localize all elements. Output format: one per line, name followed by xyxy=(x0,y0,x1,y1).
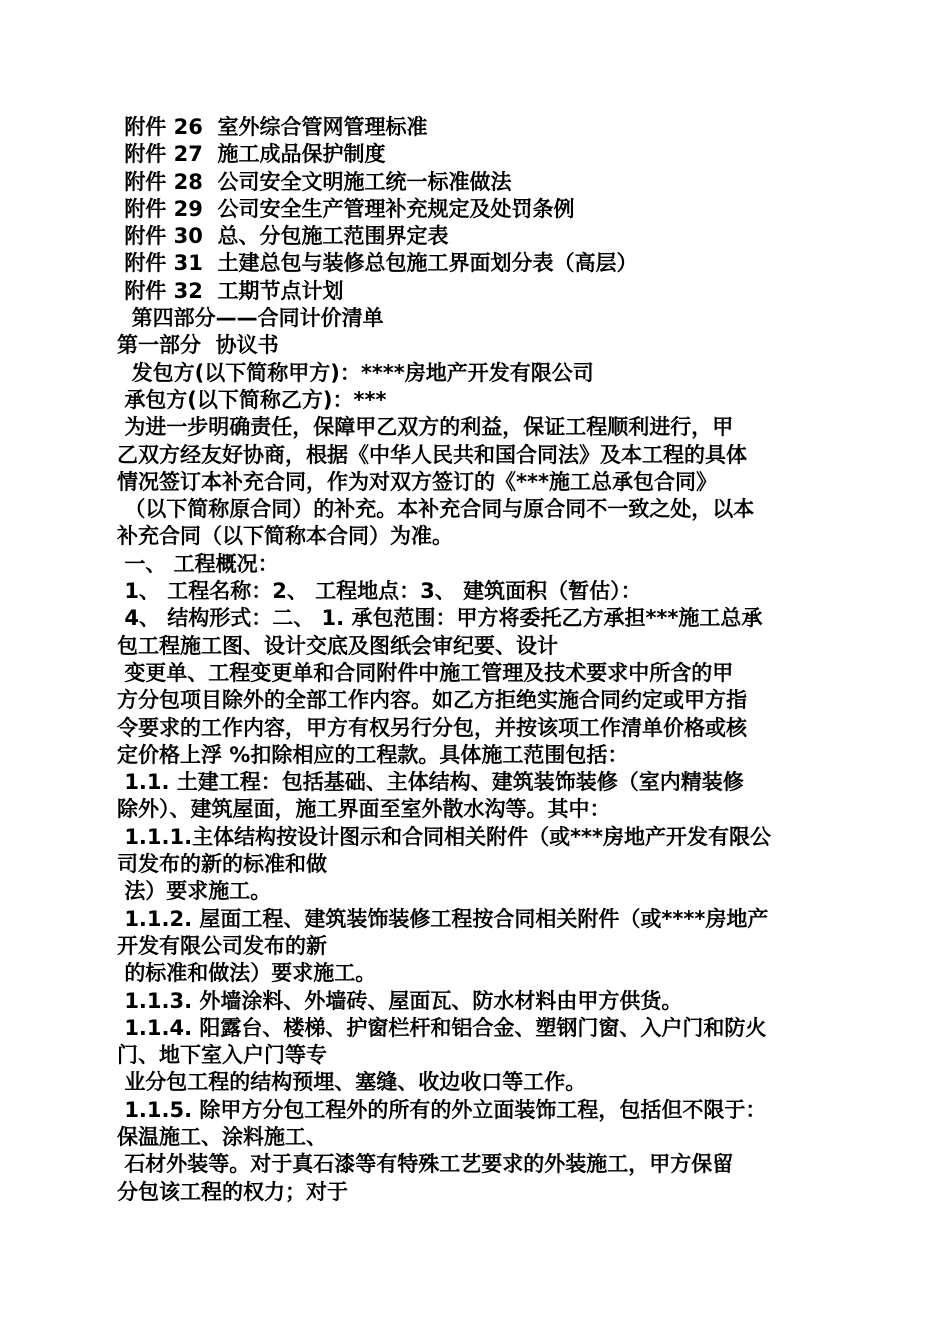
attachment-line-32: 附件 32 工期节点计划 xyxy=(117,278,344,303)
part-one-heading: 第一部分 协议书 xyxy=(117,333,279,358)
clause-1-1-2-line: 开发有限公司发布的新 xyxy=(117,933,327,958)
clause-1-1-1-line: 司发布的新的标准和做 xyxy=(117,852,327,877)
scope-line: 令要求的工作内容，甲方有权另行分包，并按该项工作清单价格或核 xyxy=(117,715,747,740)
scope-line: 包工程施工图、设计交底及图纸会审纪要、设计 xyxy=(117,633,558,658)
clause-1-1-1-line: 1.1.1.主体结构按设计图示和合同相关附件（或***房地产开发有限公 xyxy=(117,824,772,849)
preamble-line: （以下简称原合同）的补充。本补充合同与原合同不一致之处，以本 xyxy=(117,497,755,522)
attachment-line-28: 附件 28 公司安全文明施工统一标准做法 xyxy=(117,169,512,194)
attachment-line-29: 附件 29 公司安全生产管理补充规定及处罚条例 xyxy=(117,196,575,221)
clause-1-1-5-line: 保温施工、涂料施工、 xyxy=(117,1124,327,1149)
clause-1-1-5-line: 石材外装等。对于真石漆等有特殊工艺要求的外装施工，甲方保留 xyxy=(117,1152,734,1177)
preamble-line: 为进一步明确责任，保障甲乙双方的利益，保证工程顺利进行，甲 xyxy=(117,415,734,440)
clause-1-1-line: 除外）、建筑屋面，施工界面至室外散水沟等。其中： xyxy=(117,797,611,822)
party-a-line: 发包方(以下简称甲方)：****房地产开发有限公司 xyxy=(117,360,594,385)
clause-1-1-1-line: 法）要求施工。 xyxy=(117,879,272,904)
preamble-line: 乙双方经友好协商，根据《中华人民共和国合同法》及本工程的具体 xyxy=(117,442,747,467)
attachment-line-27: 附件 27 施工成品保护制度 xyxy=(117,142,386,167)
part-four-heading: 第四部分——合同计价清单 xyxy=(117,306,384,331)
scope-line: 方分包项目除外的全部工作内容。如乙方拒绝实施合同约定或甲方指 xyxy=(117,688,747,713)
clause-1-1-line: 1.1. 土建工程：包括基础、主体结构、建筑装饰装修（室内精装修 xyxy=(117,770,744,795)
document-body xyxy=(117,114,837,1206)
project-info-line: 1、 工程名称：2、 工程地点：3、 建筑面积（暂估）： xyxy=(117,579,642,604)
section-one-heading: 一、 工程概况： xyxy=(117,551,279,576)
clause-1-1-5-line: 分包该工程的权力；对于 xyxy=(117,1179,348,1204)
clause-1-1-5-line: 1.1.5. 除甲方分包工程外的所有的外立面装饰工程，包括但不限于： xyxy=(117,1097,767,1122)
attachment-line-26: 附件 26 室外综合管网管理标准 xyxy=(117,115,428,139)
attachment-line-30: 附件 30 总、分包施工范围界定表 xyxy=(117,224,449,249)
attachment-line-31: 附件 31 土建总包与装修总包施工界面划分表（高层） xyxy=(117,251,638,276)
preamble-line: 补充合同（以下简称本合同）为准。 xyxy=(117,524,453,549)
clause-1-1-4-line: 门、地下室入户门等专 xyxy=(117,1043,327,1068)
party-b-line: 承包方(以下简称乙方)：*** xyxy=(117,387,387,412)
scope-line: 4、 结构形式：二、 1. 承包范围：甲方将委托乙方承担***施工总承 xyxy=(117,606,763,631)
scope-line: 定价格上浮 %扣除相应的工程款。具体施工范围包括： xyxy=(117,742,629,767)
clause-1-1-3-line: 1.1.3. 外墙涂料、外墙砖、屋面瓦、防水材料由甲方供货。 xyxy=(117,988,683,1013)
clause-1-1-4-line: 1.1.4. 阳露台、楼梯、护窗栏杆和铝合金、塑钢门窗、入户门和防火 xyxy=(117,1015,767,1040)
clause-1-1-2-line: 1.1.2. 屋面工程、建筑装饰装修工程按合同相关附件（或****房地产 xyxy=(117,906,769,931)
scope-line: 变更单、工程变更单和合同附件中施工管理及技术要求中所含的甲 xyxy=(117,660,734,685)
clause-1-1-2-line: 的标准和做法）要求施工。 xyxy=(117,961,377,986)
clause-1-1-4-line: 业分包工程的结构预埋、塞缝、收边收口等工作。 xyxy=(117,1070,587,1095)
preamble-line: 情况签订本补充合同，作为对双方签订的《***施工总承包合同》 xyxy=(117,469,717,494)
